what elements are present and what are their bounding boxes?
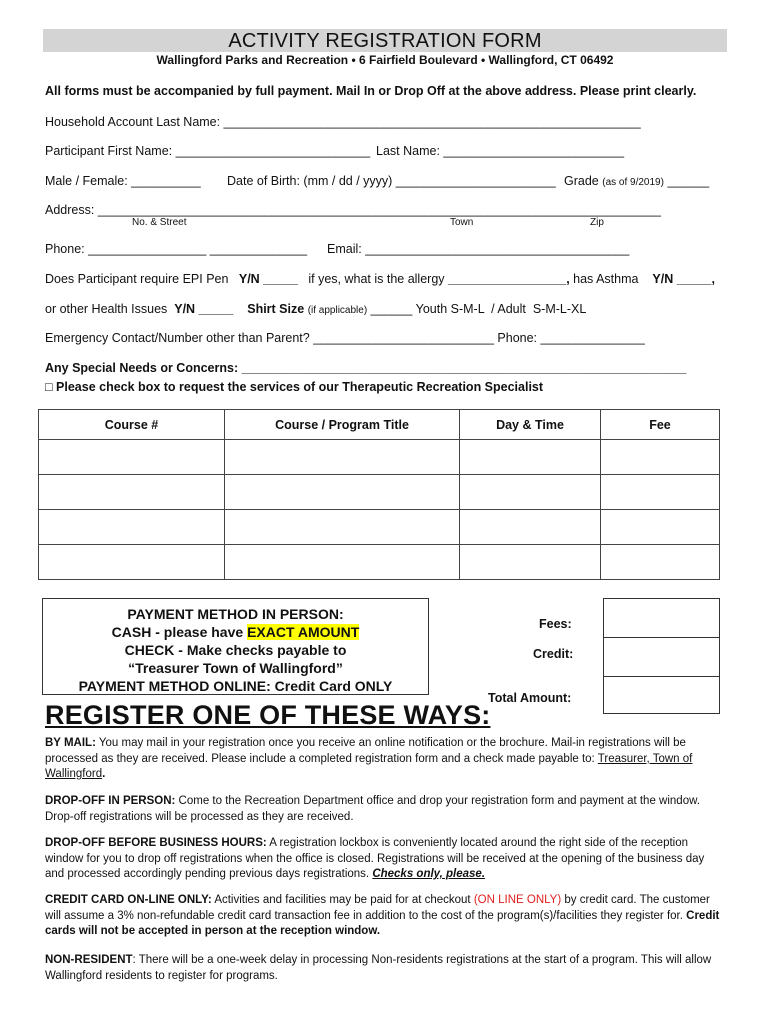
shirt-sizes: Youth S-M-L / Adult S-M-L-XL	[415, 302, 587, 316]
shirt-size-blank: ______	[370, 302, 413, 316]
grade-note: (as of 9/2019)	[602, 177, 664, 188]
organization-address: Wallingford Parks and Recreation • 6 Fairfield Boulevard • Wallingford, CT 06492	[156, 53, 614, 67]
shirt-size-label: Shirt Size	[247, 302, 305, 316]
payment-cash-line	[43, 623, 428, 641]
epi-pen-question[interactable]	[45, 272, 715, 286]
program-title-cell[interactable]	[225, 545, 460, 580]
program-title-cell[interactable]	[225, 475, 460, 510]
column-header-fee: Fee	[601, 410, 720, 440]
address-zip-label: Zip	[590, 217, 604, 228]
column-header-day-time: Day & Time	[460, 410, 601, 440]
non-resident-text: : There will be a one-week delay in processing Non-residents registrations at the start of a program. This will allow Wallingford residents to register for programs.	[45, 954, 712, 982]
asthma-yn: Y/N _____,	[652, 272, 715, 286]
day-time-cell[interactable]	[460, 510, 601, 545]
fee-cell[interactable]	[601, 510, 720, 545]
health-yn: Y/N _____	[174, 302, 234, 316]
asthma-label: has Asthma	[573, 272, 639, 286]
credit-card-text-2: by credit card. The customer will assume a 3% non-refundable credit card transaction fee in addition to the cost of the program(s)/facilities they register for.	[45, 894, 710, 922]
special-needs-field[interactable]: Any Special Needs or Concerns: ________________________________________________________________	[45, 361, 687, 375]
lockbox-title: DROP-OFF BEFORE BUSINESS HOURS:	[45, 837, 267, 849]
grade-blank: ______	[667, 174, 710, 188]
health-issues-question[interactable]	[45, 302, 586, 316]
column-header-course-number: Course #	[39, 410, 225, 440]
grade-field[interactable]	[564, 174, 709, 188]
checks-only-note: Checks only, please.	[372, 868, 486, 880]
shirt-size-note: (if applicable)	[307, 305, 368, 316]
therapeutic-checkbox[interactable]: □	[45, 380, 53, 394]
mail-period: .	[102, 768, 106, 780]
total-amount-label: Total Amount:	[488, 691, 572, 705]
therapeutic-request	[45, 380, 543, 394]
credit-card-paragraph	[45, 893, 725, 940]
table-row	[39, 475, 720, 510]
course-number-cell[interactable]	[39, 475, 225, 510]
credit-card-title: CREDIT CARD ON-LINE ONLY:	[45, 894, 212, 906]
exact-amount-highlight: EXACT AMOUNT	[247, 624, 360, 640]
mail-payee: Treasurer, Town of Wallingford	[45, 752, 693, 780]
participant-first-name-field[interactable]: Participant First Name: ____________________________	[45, 144, 371, 158]
fees-label: Fees:	[539, 617, 572, 631]
emergency-contact-field[interactable]: Emergency Contact/Number other than Parent? __________________________ Phone: _______________	[45, 331, 645, 345]
program-title-cell[interactable]	[225, 510, 460, 545]
payment-method-box	[42, 598, 429, 695]
payment-payee-line: “Treasurer Town of Wallingford”	[128, 660, 343, 676]
allergy-label: if yes, what is the allergy	[308, 272, 445, 286]
lockbox-paragraph	[45, 836, 725, 883]
address-field[interactable]: Address: _________________________________________________________________________________	[45, 203, 661, 217]
course-number-cell[interactable]	[39, 510, 225, 545]
payment-notice: All forms must be accompanied by full payment. Mail In or Drop Off at the above address. Please print clearly.	[45, 84, 697, 98]
payment-in-person-heading: PAYMENT METHOD IN PERSON:	[127, 606, 344, 622]
register-heading: REGISTER ONE OF THESE WAYS:	[45, 700, 491, 730]
fee-amount-boxes	[603, 598, 720, 714]
credit-label: Credit:	[533, 647, 574, 661]
date-of-birth-field[interactable]: Date of Birth: (mm / dd / yyyy) _______________________	[227, 174, 556, 188]
table-header-row	[39, 410, 720, 440]
by-mail-paragraph	[45, 736, 725, 783]
by-mail-title: BY MAIL:	[45, 737, 96, 749]
table-row	[39, 440, 720, 475]
dropoff-text: Come to the Recreation Department office and drop your registration form and payment at the window. Drop-off registrations will be processed as they are received.	[45, 795, 700, 823]
dropoff-paragraph	[45, 794, 725, 825]
address-street-label: No. & Street	[132, 217, 187, 228]
fee-cell[interactable]	[601, 440, 720, 475]
total-amount-input[interactable]	[604, 677, 719, 714]
online-only-note: (ON LINE ONLY)	[473, 894, 562, 906]
day-time-cell[interactable]	[460, 440, 601, 475]
course-number-cell[interactable]	[39, 545, 225, 580]
form-title: ACTIVITY REGISTRATION FORM	[43, 29, 727, 52]
credit-card-text-1: Activities and facilities may be paid for at checkout	[214, 894, 471, 906]
allergy-blank: _________________,	[448, 272, 570, 286]
credit-card-warning: Credit cards will not be accepted in person at the reception window.	[45, 909, 720, 937]
by-mail-text: You may mail in your registration once you receive an online notification or the brochure. Mail-in registrations will be processed as they are received. Please include a completed registration form and a check made payable to:	[45, 737, 686, 765]
fee-cell[interactable]	[601, 545, 720, 580]
health-label: or other Health Issues	[45, 302, 168, 316]
phone-field[interactable]: Phone: _________________ ______________	[45, 242, 308, 256]
table-row	[39, 545, 720, 580]
dropoff-title: DROP-OFF IN PERSON:	[45, 795, 176, 807]
epi-pen-yn: Y/N _____	[238, 272, 298, 286]
grade-label: Grade	[564, 174, 599, 188]
course-number-cell[interactable]	[39, 440, 225, 475]
email-field[interactable]: Email: ______________________________________	[327, 242, 630, 256]
payment-online-line: PAYMENT METHOD ONLINE: Credit Card ONLY	[78, 678, 393, 694]
course-table	[38, 409, 720, 580]
column-header-program-title: Course / Program Title	[225, 410, 460, 440]
cash-text: CASH - please have	[111, 624, 244, 640]
fee-cell[interactable]	[601, 475, 720, 510]
participant-last-name-field[interactable]: Last Name: __________________________	[376, 144, 625, 158]
table-row	[39, 510, 720, 545]
non-resident-paragraph	[45, 953, 725, 984]
day-time-cell[interactable]	[460, 545, 601, 580]
program-title-cell[interactable]	[225, 440, 460, 475]
fees-input[interactable]	[604, 599, 719, 637]
day-time-cell[interactable]	[460, 475, 601, 510]
household-last-name-field[interactable]: Household Account Last Name: ____________________________________________________________	[45, 115, 641, 129]
gender-field[interactable]: Male / Female: __________	[45, 174, 201, 188]
credit-input[interactable]	[604, 638, 719, 676]
therapeutic-label: Please check box to request the services of our Therapeutic Recreation Specialist	[56, 380, 544, 394]
epi-pen-label: Does Participant require EPI Pen	[45, 272, 229, 286]
non-resident-title: NON-RESIDENT	[45, 954, 133, 966]
address-town-label: Town	[450, 217, 474, 228]
payment-check-line: CHECK - Make checks payable to	[124, 642, 347, 658]
lockbox-text: A registration lockbox is conveniently located around the right side of the reception window for you to drop off registrations when the office is closed. Registrations will be received at the opening of the business day and processed accordingly pending previous days registrations.	[45, 837, 705, 880]
